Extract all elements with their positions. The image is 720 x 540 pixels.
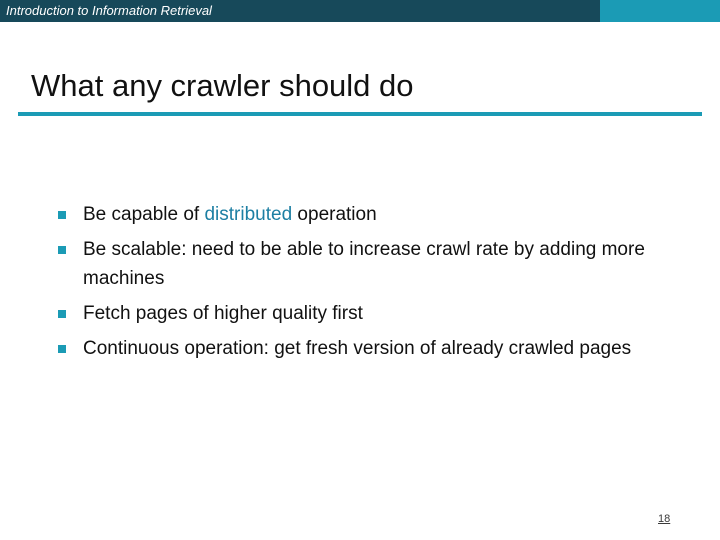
bullet-text: Fetch pages of higher quality first — [83, 303, 363, 324]
highlighted-term: distributed — [204, 204, 293, 225]
bullet-text-prefix: Be capable of — [83, 204, 205, 225]
bullet-item — [58, 334, 698, 363]
square-bullet-icon — [58, 246, 66, 254]
header-accent-block — [600, 0, 720, 22]
bullet-item — [58, 200, 698, 229]
square-bullet-icon — [58, 310, 66, 318]
course-title: Introduction to Information Retrieval — [6, 3, 212, 18]
bullet-item — [58, 235, 698, 293]
bullet-text: Be scalable: need to be able to increase crawl rate by adding more machines — [83, 239, 645, 289]
bullet-text-suffix: operation — [292, 204, 377, 225]
square-bullet-icon — [58, 211, 66, 219]
slide-title: What any crawler should do — [31, 68, 414, 103]
bullet-list — [58, 200, 698, 369]
bullet-item — [58, 299, 698, 328]
title-divider — [18, 112, 702, 116]
square-bullet-icon — [58, 345, 66, 353]
bullet-text: Continuous operation: get fresh version of already crawled pages — [83, 338, 632, 359]
header-bar — [0, 0, 600, 22]
page-number: 18 — [658, 513, 671, 525]
